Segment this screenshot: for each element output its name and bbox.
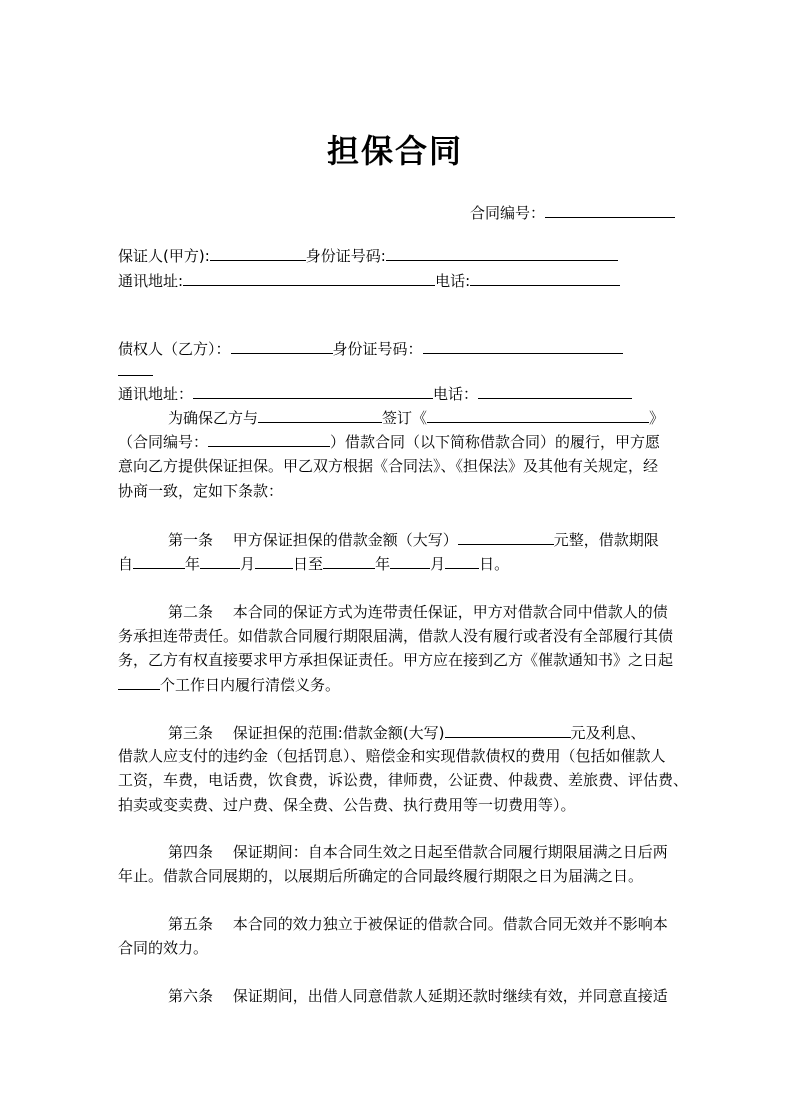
intro-text: 》 xyxy=(649,409,665,427)
article-2-line-4 xyxy=(118,674,340,695)
intro-line-3: 意向乙方提供保证担保。甲乙双方根据《合同法》、《担保法》及其他有关规定，经 xyxy=(118,457,659,475)
end-day-blank[interactable] xyxy=(445,553,479,569)
creditor-name-blank[interactable] xyxy=(231,338,333,354)
article-2-line-1: 第二条 本合同的保证方式为连带责任保证，甲方对借款合同中借款人的债 xyxy=(168,603,668,621)
article-text: 年 xyxy=(185,555,201,573)
contract-number-blank[interactable] xyxy=(545,202,675,218)
intro-line-1 xyxy=(168,407,664,428)
intro-text: ）借款合同（以下简称借款合同）的履行，甲方愿 xyxy=(330,433,661,451)
creditor-address-blank[interactable] xyxy=(193,383,433,399)
end-month-blank[interactable] xyxy=(390,553,430,569)
intro-text: （合同编号： xyxy=(118,433,209,451)
loan-contract-name-blank[interactable] xyxy=(427,407,649,423)
article-3-line-3: 工资，车费，电话费，饮食费，诉讼费，律师费，公证费、仲裁费、差旅费、评估费、 xyxy=(118,771,689,789)
document-title: 担保合同 xyxy=(326,132,463,170)
article-text: 第一条 甲方保证担保的借款金额（大写） xyxy=(168,531,458,549)
creditor-phone-label: 电话： xyxy=(433,385,479,403)
contract-number-label: 合同编号： xyxy=(470,204,546,222)
guarantor-address-row xyxy=(118,270,620,291)
guarantor-row xyxy=(118,245,618,266)
intro-line-2 xyxy=(118,431,660,452)
start-day-blank[interactable] xyxy=(255,553,293,569)
article-1-line-2 xyxy=(118,553,509,574)
contract-number-row xyxy=(470,202,675,223)
article-text: 自 xyxy=(118,555,134,573)
creditor-id-continuation xyxy=(118,360,153,381)
article-5-line-1: 第五条 本合同的效力独立于被保证的借款合同。借款合同无效并不影响本 xyxy=(168,915,668,933)
article-text: 月 xyxy=(430,555,446,573)
guarantor-address-blank[interactable] xyxy=(183,270,435,286)
article-4-line-2: 年止。借款合同展期的，以展期后所确定的合同最终履行期限之日为届满之日。 xyxy=(118,867,644,885)
article-text: 年 xyxy=(375,555,391,573)
article-text: 第三条 保证担保的范围:借款金额(大写) xyxy=(168,724,445,742)
article-text: 元及利息、 xyxy=(570,724,646,742)
article-2-line-2: 务承担连带责任。如借款合同履行期限届满，借款人没有履行或者没有全部履行其债 xyxy=(118,627,674,645)
guarantor-phone-label: 电话: xyxy=(435,272,471,290)
intro-text: 为确保乙方与 xyxy=(168,409,259,427)
guaranteed-amount-blank[interactable] xyxy=(445,722,571,738)
article-2-line-3: 务，乙方有权直接要求甲方承担保证责任。甲方应在接到乙方《催款通知书》之日起 xyxy=(118,651,674,669)
article-3-line-4: 拍卖或变卖费、过户费、保全费、公告费、执行费用等一切费用等）。 xyxy=(118,796,576,814)
start-month-blank[interactable] xyxy=(200,553,240,569)
workdays-blank[interactable] xyxy=(118,674,160,690)
article-6-line-1: 第六条 保证期间，出借人同意借款人延期还款时继续有效，并同意直接适 xyxy=(168,987,668,1005)
guarantor-name-blank[interactable] xyxy=(210,245,306,261)
guarantor-id-label: 身份证号码: xyxy=(305,247,386,265)
loan-contract-number-blank[interactable] xyxy=(208,431,330,447)
article-text: 元整，借款期限 xyxy=(553,531,659,549)
guarantor-address-label: 通讯地址: xyxy=(118,272,184,290)
article-3-line-2: 借款人应支付的违约金（包括罚息）、赔偿金和实现借款债权的费用（包括如催款人 xyxy=(118,747,666,765)
loan-amount-blank[interactable] xyxy=(458,529,554,545)
article-5-line-2: 合同的效力。 xyxy=(118,939,209,957)
intro-line-4: 协商一致，定如下条款： xyxy=(118,482,284,500)
creditor-address-row xyxy=(118,383,632,404)
intro-text: 签订《 xyxy=(382,409,428,427)
borrower-name-blank[interactable] xyxy=(258,407,382,423)
article-text: 个工作日内履行清偿义务。 xyxy=(160,676,341,694)
article-text: 日至 xyxy=(293,555,324,573)
start-year-blank[interactable] xyxy=(133,553,185,569)
article-4-line-1: 第四条 保证期间：自本合同生效之日起至借款合同履行期限届满之日后两 xyxy=(168,843,668,861)
creditor-id-blank[interactable] xyxy=(423,338,623,354)
creditor-id-blank-continued[interactable] xyxy=(118,360,153,376)
guarantor-phone-blank[interactable] xyxy=(470,270,620,286)
creditor-phone-blank[interactable] xyxy=(478,383,632,399)
guarantor-id-blank[interactable] xyxy=(386,245,618,261)
article-text: 月 xyxy=(240,555,256,573)
creditor-row xyxy=(118,338,623,359)
guarantor-label: 保证人(甲方): xyxy=(118,247,210,265)
creditor-label: 债权人（乙方）： xyxy=(118,340,231,358)
end-year-blank[interactable] xyxy=(323,553,375,569)
article-text: 日。 xyxy=(479,555,510,573)
article-1-line-1 xyxy=(168,529,659,550)
article-3-line-1 xyxy=(168,722,646,743)
creditor-address-label: 通讯地址： xyxy=(118,385,194,403)
creditor-id-label: 身份证号码： xyxy=(332,340,423,358)
